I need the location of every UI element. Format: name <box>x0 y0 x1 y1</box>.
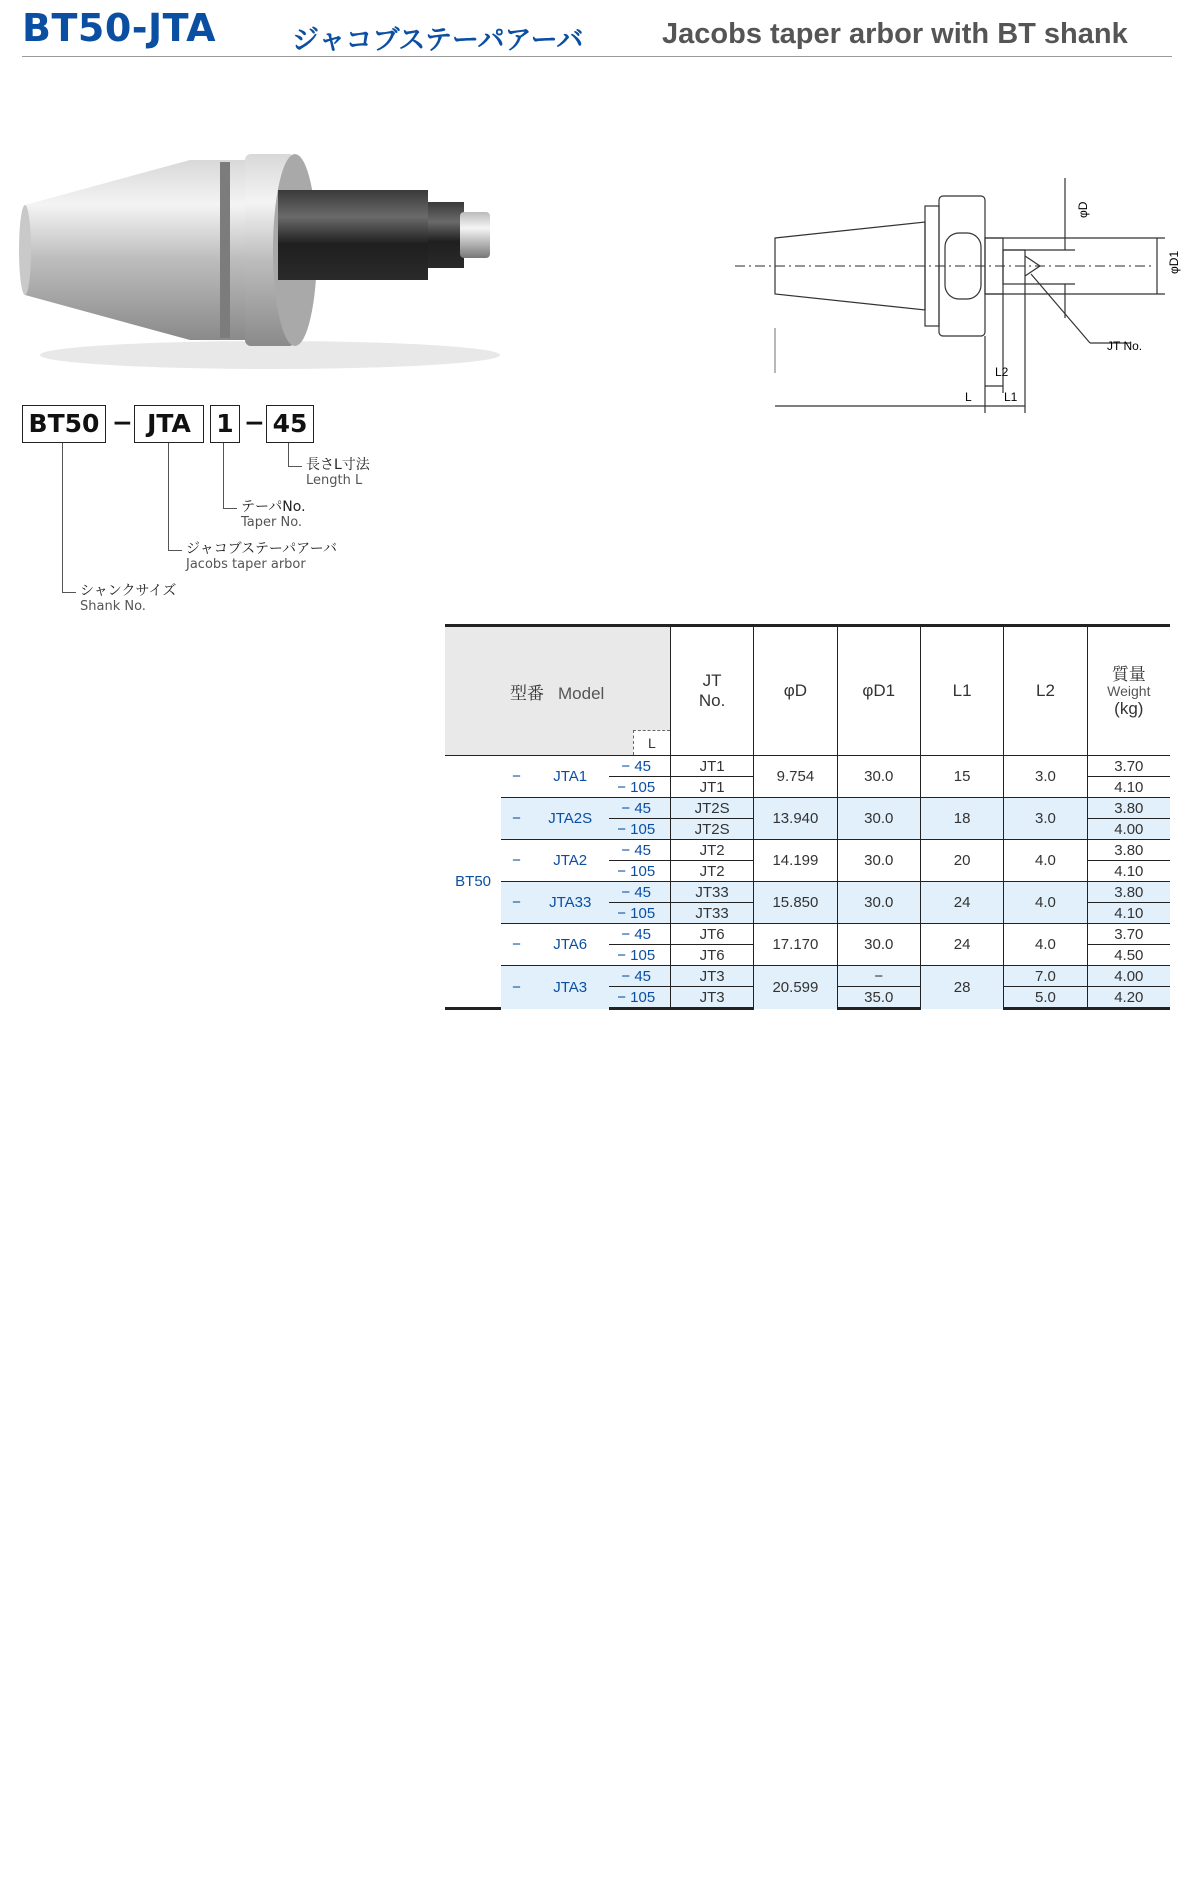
table-row: − 105 JT2 4.10 <box>445 861 1170 882</box>
spec-table <box>445 624 1170 1010</box>
title-japanese: ジャコブステーパアーバ <box>292 25 584 56</box>
legend-taper: テーパNo. Taper No. <box>241 499 306 530</box>
code-part-taper: 1 <box>210 405 240 443</box>
code-part-shank: BT50 <box>22 405 106 443</box>
code-dash: − <box>112 408 133 437</box>
table-row: − JTA3 − 45 JT3 20.599 − 28 7.0 4.00 <box>445 966 1170 987</box>
table-row: − 105 JT6 4.50 <box>445 945 1170 966</box>
label-L2: L2 <box>995 365 1009 379</box>
legend-length: 長さL寸法 Length L <box>306 457 370 488</box>
header-l2: L2 <box>1004 626 1087 756</box>
table-row: − 105 JT3 35.0 5.0 4.20 <box>445 987 1170 1009</box>
table-row: − 105 JT1 4.10 <box>445 777 1170 798</box>
header-model: 型番 Model L <box>445 626 670 756</box>
header-d: φD <box>754 626 837 756</box>
model-name: JTA1 <box>532 756 609 798</box>
label-phiD: φD <box>1076 201 1090 218</box>
model-code-title: BT50-JTA <box>22 6 217 50</box>
page-header <box>22 6 1172 57</box>
header-jt: JT No. <box>670 626 753 756</box>
model-name: JTA2 <box>532 840 609 882</box>
table-row: BT50 − JTA1 − 45 JT1 9.754 30.0 15 3.0 3.70 <box>445 756 1170 777</box>
model-name: JTA6 <box>532 924 609 966</box>
legend-shank: シャンクサイズ Shank No. <box>80 583 177 614</box>
table-row: − JTA2S − 45 JT2S 13.940 30.0 18 3.0 3.80 <box>445 798 1170 819</box>
label-L1: L1 <box>1004 390 1018 404</box>
title-english: Jacobs taper arbor with BT shank <box>662 18 1128 50</box>
header-l1: L1 <box>920 626 1003 756</box>
model-code-breakdown <box>22 405 442 625</box>
model-name: JTA2S <box>532 798 609 840</box>
label-jt-no: JT No. <box>1107 339 1143 353</box>
table-row: − 105 JT2S 4.00 <box>445 819 1170 840</box>
table-row: − JTA6 − 45 JT6 17.170 30.0 24 4.0 3.70 <box>445 924 1170 945</box>
legend-arbor: ジャコブステーパアーバ Jacobs taper arbor <box>186 541 338 572</box>
header-weight: 質量 Weight (kg) <box>1087 626 1170 756</box>
header-d1: φD1 <box>837 626 920 756</box>
table-row: − 105 JT33 4.10 <box>445 903 1170 924</box>
label-L: L <box>965 390 972 404</box>
header-l: L <box>633 730 670 755</box>
table-row: − JTA2 − 45 JT2 14.199 30.0 20 4.0 3.80 <box>445 840 1170 861</box>
table-row: − JTA33 − 45 JT33 15.850 30.0 24 4.0 3.80 <box>445 882 1170 903</box>
label-phiD1: φD1 <box>1167 250 1181 274</box>
code-dash: − <box>244 408 265 437</box>
group-bt50: BT50 <box>445 756 501 1009</box>
code-part-type: JTA <box>134 405 204 443</box>
model-name: JTA3 <box>532 966 609 1009</box>
model-name: JTA33 <box>532 882 609 924</box>
product-photo <box>20 150 500 380</box>
technical-drawing <box>735 178 1181 428</box>
code-part-length: 45 <box>266 405 314 443</box>
